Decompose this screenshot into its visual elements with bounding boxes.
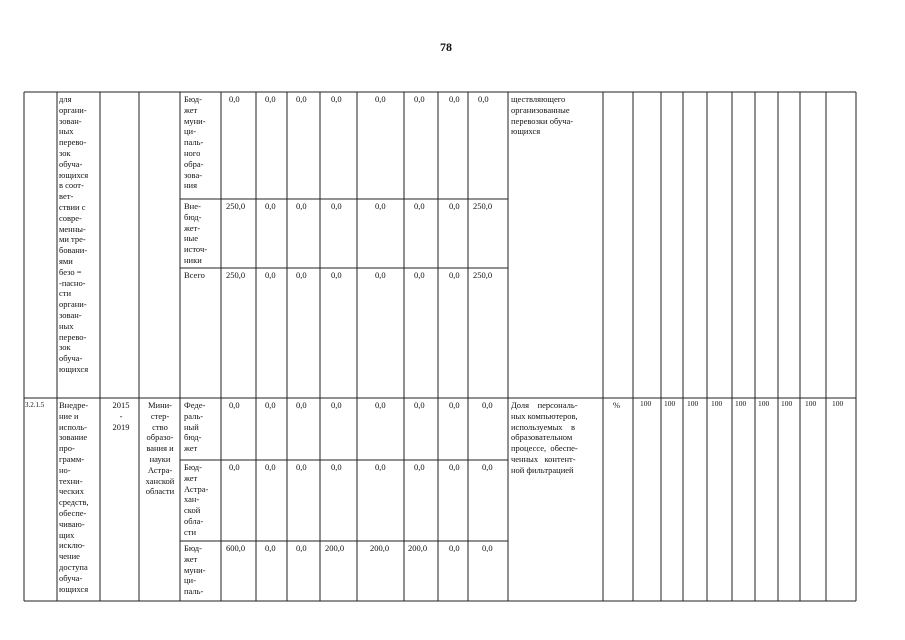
target-cell: 100 [805,399,817,408]
value-cell: 0,0 [449,543,460,553]
upper-source-label: Всего [184,270,205,280]
value-cell: 0,0 [414,94,425,104]
value-cell: 0,0 [265,94,276,104]
value-cell: 0,0 [265,201,276,211]
value-cell: 200,0 [408,543,428,553]
value-cell: 0,0 [296,543,307,553]
target-cell: 100 [711,399,723,408]
value-cell: 0,0 [265,400,276,410]
page-number: 78 [440,40,452,54]
value-cell: 0,0 [331,201,342,211]
value-cell: 250,0 [473,201,493,211]
value-cell: 250,0 [226,201,246,211]
value-cell: 0,0 [449,201,460,211]
lower-source-label: Бюд- жет Астра- хан- ской обла- сти [184,462,209,537]
target-cell: 100 [640,399,652,408]
value-cell: 0,0 [482,400,493,410]
value-cell: 0,0 [482,543,493,553]
value-cell: 0,0 [449,270,460,280]
value-cell: 0,0 [331,400,342,410]
value-cell: 250,0 [473,270,493,280]
value-cell: 0,0 [296,201,307,211]
value-cell: 0,0 [331,94,342,104]
value-cell: 0,0 [331,462,342,472]
value-cell: 0,0 [414,270,425,280]
value-cell: 0,0 [449,94,460,104]
value-cell: 0,0 [375,270,386,280]
value-cell: 200,0 [370,543,390,553]
value-cell: 0,0 [375,201,386,211]
value-cell: 0,0 [414,201,425,211]
target-cell: 100 [664,399,676,408]
row-number-cell: 3.2.1.5 [25,401,45,409]
lower-indicator-cell: Доля персональ- ных компьютеров, используемых в образовательном процессе, обеспе- ченных контент- ной фильтрацией [511,400,578,475]
value-cell: 0,0 [482,462,493,472]
value-cell: 0,0 [296,94,307,104]
value-cell: 600,0 [226,543,246,553]
value-cell: 0,0 [331,270,342,280]
upper-name-cell: для органи- зован- ных перево- зок обуча- ющихся в соот- вет- ствии с совре- менны- ми тре- бовани- ями безо = -пасно- сти органи- зован- ных перево- зок обуча- ющихся [59,94,89,374]
executor-cell: Мини- стер- ство образо- вания и науки Астра- ханской области [145,400,175,497]
target-cell: 100 [735,399,747,408]
value-cell: 0,0 [296,462,307,472]
value-cell: 0,0 [265,543,276,553]
value-cell: 0,0 [229,462,240,472]
lower-source-label: Бюд- жет муни- ци- паль- [184,543,206,597]
value-cell: 0,0 [449,400,460,410]
period-cell: 2015 - 2019 [112,400,130,432]
unit-cell: % [613,400,621,410]
value-cell: 0,0 [478,94,489,104]
value-cell: 0,0 [375,94,386,104]
target-cell: 100 [832,399,844,408]
value-cell: 0,0 [296,400,307,410]
upper-source-label: Вне- бюд- жет- ные источ- ники [184,201,208,265]
value-cell: 0,0 [449,462,460,472]
value-cell: 0,0 [375,462,386,472]
target-cell: 100 [781,399,793,408]
value-cell: 0,0 [229,94,240,104]
value-cell: 0,0 [229,400,240,410]
value-cell: 0,0 [265,270,276,280]
value-cell: 0,0 [265,462,276,472]
target-cell: 100 [687,399,699,408]
value-cell: 0,0 [296,270,307,280]
target-cell: 100 [758,399,770,408]
upper-source-label: Бюд- жет муни- ци- паль- ного обра- зова- ния [184,94,206,191]
value-cell: 0,0 [414,400,425,410]
value-cell: 250,0 [226,270,246,280]
value-cell: 200,0 [325,543,345,553]
value-cell: 0,0 [414,462,425,472]
lower-name-cell: Внедре- ние и исполь- зование про- грамм- но- техни- ческих средств, обеспе- чиваю- щих исклю- чение доступа обуча- ющихся [59,400,89,594]
lower-source-label: Феде- раль- ный бюд- жет [184,400,206,454]
upper-indicator-cell: ществляющего организованные перевозки обуча- ющихся [511,94,574,137]
value-cell: 0,0 [375,400,386,410]
